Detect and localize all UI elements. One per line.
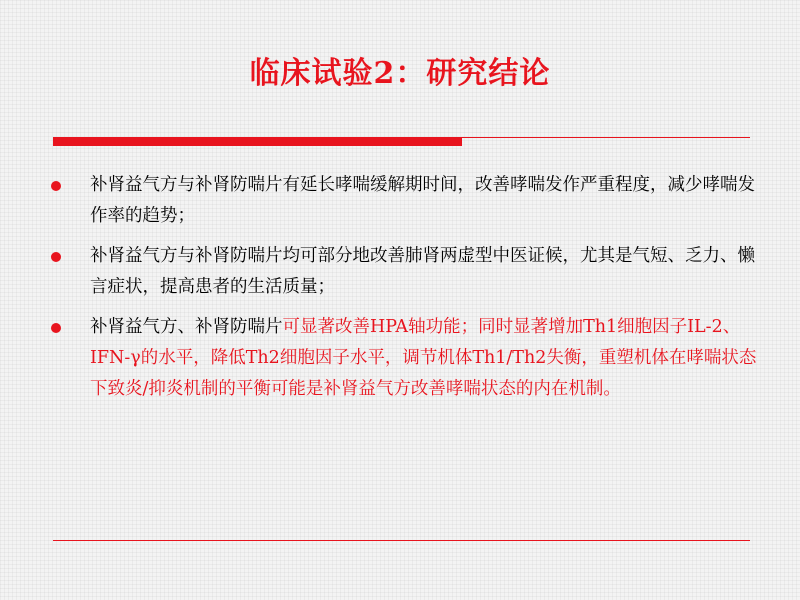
conclusion-text-2: 补肾益气方与补肾防喘片均可部分地改善肺肾两虚型中医证候，尤其是气短、乏力、懒言症状，提高患者的生活质量；	[90, 246, 755, 297]
slide-title: 临床试验2：研究结论	[249, 56, 551, 91]
conclusion-list	[0, 170, 800, 405]
conclusion-item-1	[0, 170, 760, 232]
bullet-dot-icon	[51, 181, 61, 191]
conclusion-item-2	[0, 241, 760, 303]
footer-divider	[53, 540, 750, 541]
bullet-dot-icon	[51, 323, 61, 333]
bullet-dot-icon	[51, 252, 61, 262]
conclusion-text-3-black: 补肾益气方、补肾防喘片	[90, 317, 283, 337]
conclusion-text-1: 补肾益气方与补肾防喘片有延长哮喘缓解期时间，改善哮喘发作严重程度，减少哮喘发作率的趋势；	[90, 175, 755, 226]
title-divider-thick	[53, 138, 462, 146]
conclusion-item-3	[0, 312, 760, 405]
conclusion-text-3-red: 可显著改善HPA轴功能；同时显著增加Th1细胞因子IL-2、IFN-γ的水平，降低Th2细胞因子水平，调节机体Th1/Th2失衡，重塑机体在哮喘状态下致炎/抑炎机制的平衡可能是补肾益气方改善哮喘状态的内在机制。	[90, 317, 757, 399]
